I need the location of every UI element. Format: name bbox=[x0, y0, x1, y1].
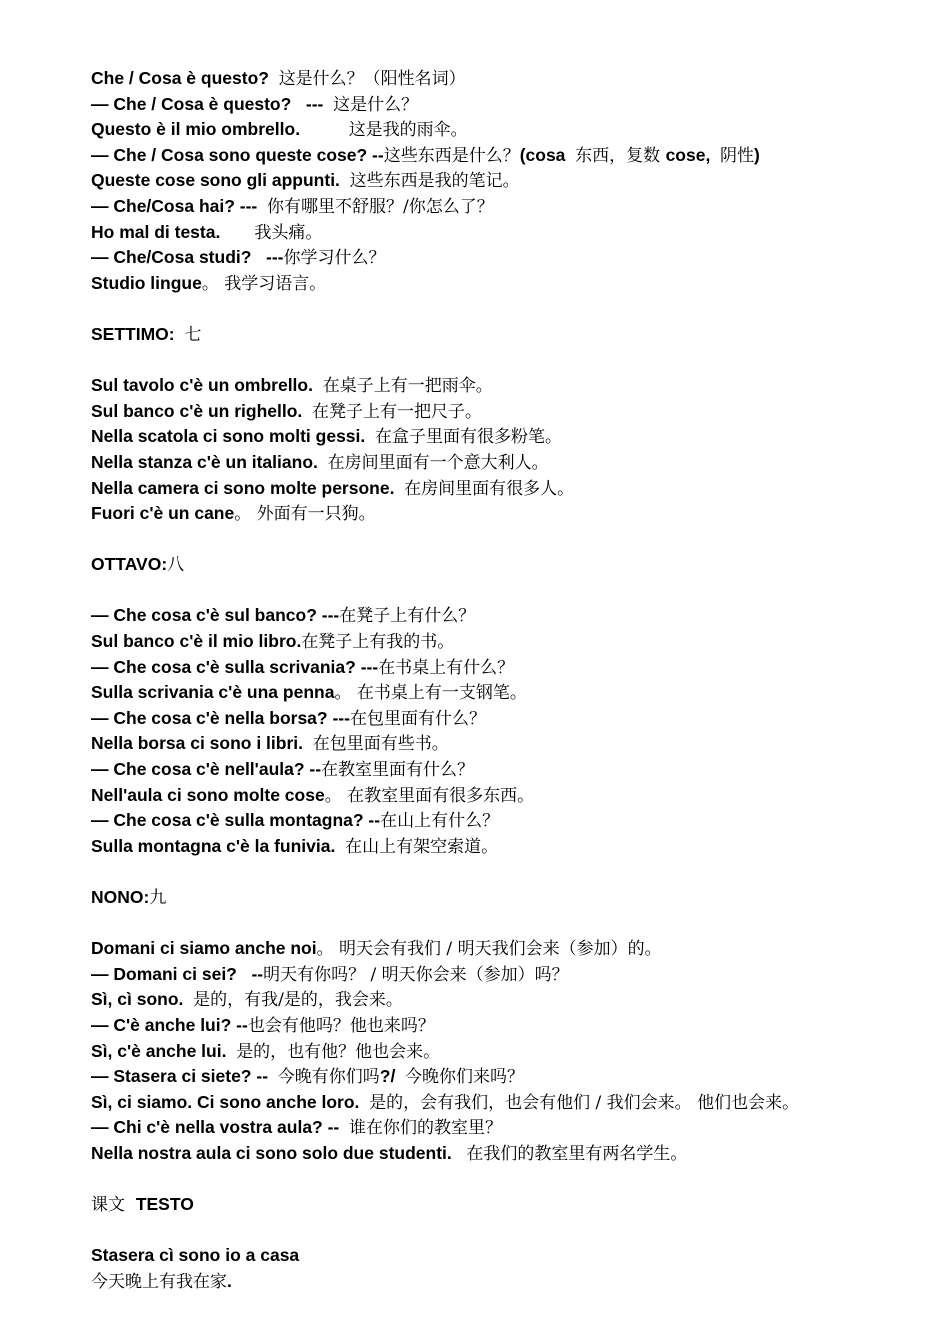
italian-text: Questo è il mio ombrello. bbox=[91, 119, 349, 140]
text-line bbox=[91, 834, 921, 860]
text-line bbox=[91, 399, 921, 425]
text-line bbox=[91, 1039, 921, 1065]
chinese-text: 今天晚上有我在家 bbox=[91, 1271, 227, 1292]
chinese-text: 在包里面有些书。 bbox=[312, 734, 449, 755]
italian-text: — Che cosa c'è nell'aula? -- bbox=[91, 759, 322, 780]
chinese-text: 东西，复数 bbox=[575, 145, 666, 166]
text-line bbox=[91, 1192, 921, 1218]
blank-line bbox=[91, 859, 921, 885]
italian-text: Sì, ci siamo. Ci sono anche loro. bbox=[91, 1091, 370, 1112]
chinese-text: 。 外面有一只狗。 bbox=[234, 504, 376, 525]
chinese-text: 是的，有我/是的，我会来。 bbox=[193, 990, 403, 1011]
text-line bbox=[91, 245, 921, 271]
text-line bbox=[91, 603, 921, 629]
text-line bbox=[91, 143, 921, 169]
chinese-text: 是的，也有他？他也会来。 bbox=[236, 1041, 441, 1062]
text-line bbox=[91, 808, 921, 834]
chinese-text: 在房间里面有一个意大利人。 bbox=[327, 452, 549, 473]
blank-line bbox=[91, 348, 921, 374]
italian-text: — Che / Cosa è questo? --- bbox=[91, 93, 334, 114]
text-line bbox=[91, 885, 921, 911]
italian-text: Sì, c'è anche lui. bbox=[91, 1040, 237, 1061]
blank-line bbox=[91, 578, 921, 604]
text-line bbox=[91, 424, 921, 450]
italian-text: — Che cosa c'è sulla scrivania? --- bbox=[91, 656, 379, 677]
chinese-text: 。 明天会有我们 / 明天我们会来（参加）的。 bbox=[316, 939, 662, 960]
italian-text: OTTAVO: bbox=[91, 554, 168, 575]
italian-text: Sul tavolo c'è un ombrello. bbox=[91, 375, 323, 396]
italian-text: — Che cosa c'è sul banco? --- bbox=[91, 605, 340, 626]
text-line bbox=[91, 655, 921, 681]
text-line bbox=[91, 66, 921, 92]
italian-text: Ho mal di testa. bbox=[91, 221, 255, 242]
italian-text: Domani ci siamo anche noi bbox=[91, 938, 317, 959]
text-line bbox=[91, 1269, 921, 1295]
chinese-text: 今晚有你们吗 bbox=[277, 1067, 380, 1088]
text-line bbox=[91, 450, 921, 476]
italian-text: ) bbox=[754, 144, 760, 165]
chinese-text: 这些东西是我的笔记。 bbox=[349, 171, 520, 192]
text-line bbox=[91, 757, 921, 783]
text-line bbox=[91, 1141, 921, 1167]
chinese-text: 谁在你们的教室里？ bbox=[348, 1118, 502, 1139]
italian-text: Sulla scrivania c'è una penna bbox=[91, 682, 335, 703]
blank-line bbox=[91, 911, 921, 937]
text-line bbox=[91, 936, 921, 962]
italian-text: TESTO bbox=[135, 1194, 194, 1215]
chinese-text: 七 bbox=[184, 324, 202, 345]
italian-text: Fuori c'è un cane bbox=[91, 503, 235, 524]
italian-text: Sul banco c'è un righello. bbox=[91, 400, 312, 421]
chinese-text: 在房间里面有很多人。 bbox=[404, 478, 575, 499]
italian-text: ?/ bbox=[379, 1066, 406, 1087]
italian-text: — C'è anche lui? -- bbox=[91, 1014, 248, 1035]
chinese-text: 在包里面有什么？ bbox=[349, 708, 486, 729]
italian-text: — Che/Cosa studi? --- bbox=[91, 247, 284, 268]
text-line bbox=[91, 962, 921, 988]
text-line bbox=[91, 501, 921, 527]
text-line bbox=[91, 92, 921, 118]
italian-text: Nella camera ci sono molte persone. bbox=[91, 477, 405, 498]
italian-text: — Domani ci sei? -- bbox=[91, 963, 264, 984]
italian-text: Sul banco c'è il mio libro. bbox=[91, 631, 302, 652]
text-line bbox=[91, 783, 921, 809]
italian-text: — Che / Cosa sono queste cose? -- bbox=[91, 144, 384, 165]
italian-text: Nella stanza c'è un italiano. bbox=[91, 451, 328, 472]
chinese-text: 在山上有架空索道。 bbox=[345, 836, 499, 857]
italian-text: Sulla montagna c'è la funivia. bbox=[91, 835, 346, 856]
italian-text: — Stasera ci siete? -- bbox=[91, 1066, 278, 1087]
chinese-text: 在山上有什么？ bbox=[380, 811, 500, 832]
chinese-text: 。 在书桌上有一支钢笔。 bbox=[334, 683, 527, 704]
chinese-text: 在凳子上有一把尺子。 bbox=[312, 401, 482, 422]
chinese-text: 。 在教室里面有很多东西。 bbox=[324, 785, 535, 806]
text-line bbox=[91, 1013, 921, 1039]
document-page bbox=[91, 66, 921, 1295]
blank-line bbox=[91, 527, 921, 553]
text-line bbox=[91, 1115, 921, 1141]
chinese-text: 在书桌上有什么？ bbox=[378, 657, 515, 678]
italian-text: — Che/Cosa hai? --- bbox=[91, 195, 267, 216]
text-line bbox=[91, 629, 921, 655]
chinese-text: 我头痛。 bbox=[254, 222, 323, 243]
italian-text: cose, bbox=[665, 144, 721, 165]
italian-text: Nella scatola ci sono molti gessi. bbox=[91, 426, 375, 447]
text-line bbox=[91, 168, 921, 194]
chinese-text: 八 bbox=[167, 555, 185, 576]
italian-text: (cosa bbox=[519, 144, 576, 165]
chinese-text: 你有哪里不舒服？/你怎么了？ bbox=[266, 196, 494, 217]
text-line bbox=[91, 322, 921, 348]
chinese-text: 这些东西是什么？ bbox=[383, 145, 520, 166]
text-line bbox=[91, 731, 921, 757]
text-line bbox=[91, 680, 921, 706]
chinese-text: 明天有你吗？ / 明天你会来（参加）吗？ bbox=[263, 964, 569, 985]
text-line bbox=[91, 373, 921, 399]
text-line bbox=[91, 1243, 921, 1269]
chinese-text: 今晚你们来吗？ bbox=[405, 1067, 525, 1088]
text-line bbox=[91, 1090, 921, 1116]
text-line bbox=[91, 706, 921, 732]
blank-line bbox=[91, 296, 921, 322]
italian-text: Nell'aula ci sono molte cose bbox=[91, 784, 325, 805]
italian-text: NONO: bbox=[91, 887, 150, 907]
text-line bbox=[91, 476, 921, 502]
blank-line bbox=[91, 1218, 921, 1244]
italian-text: — Chi c'è nella vostra aula? -- bbox=[91, 1117, 349, 1138]
chinese-text: 在我们的教室里有两名学生。 bbox=[466, 1143, 688, 1164]
chinese-text: 九 bbox=[149, 888, 167, 908]
italian-text: Studio lingue bbox=[91, 272, 202, 293]
chinese-text: 在凳子上有什么？ bbox=[339, 606, 476, 627]
italian-text: Stasera cì sono io a casa bbox=[91, 1245, 300, 1266]
chinese-text: 在凳子上有我的书。 bbox=[301, 632, 455, 653]
italian-text: SETTIMO: bbox=[91, 323, 185, 344]
text-line bbox=[91, 117, 921, 143]
blank-line bbox=[91, 1167, 921, 1193]
chinese-text: 是的，会有我们，也会有他们 / 我们会来。 他们也会来。 bbox=[369, 1092, 800, 1113]
italian-text: — Che cosa c'è nella borsa? --- bbox=[91, 707, 350, 728]
italian-text: Queste cose sono gli appunti. bbox=[91, 170, 350, 191]
chinese-text: 你学习什么？ bbox=[283, 248, 386, 269]
chinese-text: 这是什么？ bbox=[333, 94, 419, 115]
italian-text: . bbox=[227, 1270, 232, 1291]
chinese-text: 也会有他吗？他也来吗？ bbox=[247, 1015, 435, 1036]
italian-text: Sì, cì sono. bbox=[91, 989, 194, 1010]
chinese-text: 这是什么？（阳性名词） bbox=[278, 69, 466, 89]
italian-text: — Che cosa c'è sulla montagna? -- bbox=[91, 810, 381, 831]
text-line bbox=[91, 194, 921, 220]
chinese-text: 课文 bbox=[91, 1195, 136, 1216]
italian-text: Nella nostra aula ci sono solo due studenti. bbox=[91, 1142, 467, 1163]
text-line bbox=[91, 271, 921, 297]
chinese-text: 在教室里面有什么？ bbox=[321, 760, 475, 781]
text-line bbox=[91, 552, 921, 578]
text-line bbox=[91, 220, 921, 246]
chinese-text: 这是我的雨伞。 bbox=[348, 120, 468, 141]
chinese-text: 在桌子上有一把雨伞。 bbox=[322, 376, 493, 397]
italian-text: Che / Cosa è questo? bbox=[91, 68, 279, 88]
chinese-text: 阴性 bbox=[720, 145, 755, 166]
italian-text: Nella borsa ci sono i libri. bbox=[91, 733, 313, 754]
text-line bbox=[91, 987, 921, 1013]
chinese-text: 在盒子里面有很多粉笔。 bbox=[374, 427, 562, 448]
chinese-text: 。 我学习语言。 bbox=[201, 273, 327, 294]
text-line bbox=[91, 1064, 921, 1090]
